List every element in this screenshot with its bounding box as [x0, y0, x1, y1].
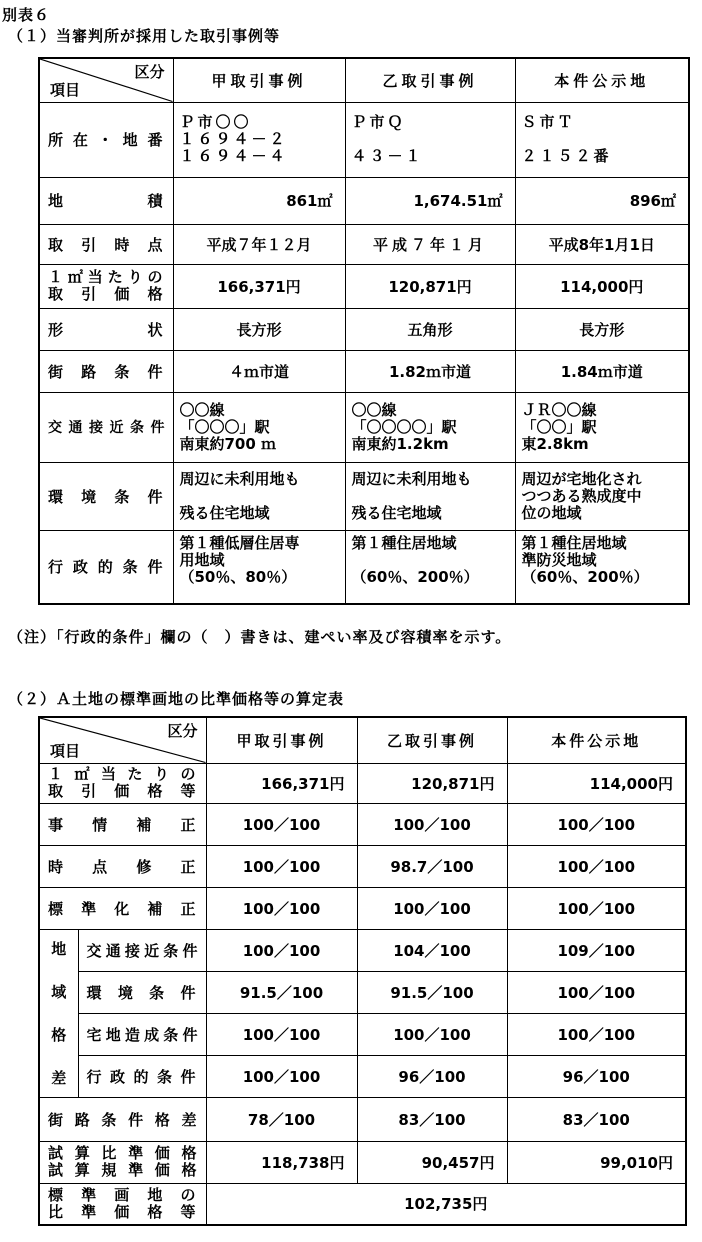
chiiki-char: 域	[51, 983, 67, 1001]
table-cell: 91.5／100	[206, 971, 357, 1013]
table-cell: 118,738円	[206, 1141, 357, 1183]
col-header-otsu: 乙取引事例	[357, 717, 507, 763]
chiiki-char: 差	[51, 1069, 67, 1087]
table-cell: 109／100	[507, 929, 686, 971]
table-cell: 周辺に未利用地も 残る住宅地域	[345, 462, 515, 530]
row-label: 試算比準価格 試算規準価格	[39, 1141, 206, 1183]
table-row	[39, 1055, 686, 1097]
chiiki-kakusa-label	[39, 929, 78, 1097]
table-cell: 周辺に未利用地も 残る住宅地域	[173, 462, 345, 530]
table-row	[39, 308, 689, 350]
table-row	[39, 929, 686, 971]
komoku-label: 項目	[50, 80, 81, 99]
table1-note: （注）「行政的条件」欄の（ ）書きは、建ぺい率及び容積率を示す。	[8, 628, 512, 646]
row-label: 宅地造成条件	[78, 1013, 206, 1055]
col-header-koujichi: 本件公示地	[515, 58, 689, 102]
table-cell: 100／100	[206, 887, 357, 929]
table1-header-row	[39, 58, 689, 102]
row-label: 交通接近条件	[39, 392, 173, 462]
table-cell: 第１種低層住居専 用地域 （50％、80％）	[173, 530, 345, 604]
table-row	[39, 845, 686, 887]
table2-header-row	[39, 717, 686, 763]
table-cell: 100／100	[507, 845, 686, 887]
table-cell: 114,000円	[515, 264, 689, 308]
table-cell: 91.5／100	[357, 971, 507, 1013]
table-row	[39, 102, 689, 177]
page-label: 別表６	[2, 6, 51, 24]
col-header-koujichi: 本件公示地	[507, 717, 686, 763]
table-row	[39, 803, 686, 845]
table-cell: ４ｍ市道	[173, 350, 345, 392]
chiiki-char: 地	[51, 940, 67, 958]
table-row	[39, 530, 689, 604]
table-cell: 平成７年１月	[345, 224, 515, 264]
table-cell: 100／100	[206, 803, 357, 845]
table-cell: Ｓ市Ｔ ２１５２番	[515, 102, 689, 177]
table-cell: 1,674.51㎡	[345, 177, 515, 224]
komoku-label: 項目	[50, 741, 81, 760]
table1-corner-header	[39, 58, 173, 102]
table-cell: 166,371円	[206, 763, 357, 803]
table-cell: 長方形	[515, 308, 689, 350]
table-cell: 100／100	[357, 1013, 507, 1055]
row-label: 地 積	[39, 177, 173, 224]
table-cell: 100／100	[206, 1013, 357, 1055]
chiiki-char: 格	[51, 1026, 67, 1044]
table-cell: 平成8年1月1日	[515, 224, 689, 264]
row-label: 取引時点	[39, 224, 173, 264]
table-cell: 100／100	[206, 929, 357, 971]
acquisition-cases-table	[38, 57, 690, 605]
row-label: 環境条件	[78, 971, 206, 1013]
table-cell: 100／100	[507, 887, 686, 929]
table-cell: 〇〇線 「〇〇〇」駅 南東約700 ｍ	[173, 392, 345, 462]
table-cell: 166,371円	[173, 264, 345, 308]
table-row	[39, 264, 689, 308]
table-cell: 96／100	[507, 1055, 686, 1097]
table-cell: 100／100	[206, 1055, 357, 1097]
row-label: 標準化補正	[39, 887, 206, 929]
table-cell: 896㎡	[515, 177, 689, 224]
table-cell: 104／100	[357, 929, 507, 971]
table-cell: 861㎡	[173, 177, 345, 224]
table-cell: 五角形	[345, 308, 515, 350]
kubun-label: 区分	[134, 63, 165, 81]
row-label: 街路条件格差	[39, 1097, 206, 1141]
table-row	[39, 1013, 686, 1055]
row-label: 時点修正	[39, 845, 206, 887]
col-header-otsu: 乙取引事例	[345, 58, 515, 102]
row-label: １㎡当たりの 取引価格等	[39, 763, 206, 803]
table-row	[39, 392, 689, 462]
table-cell: 114,000円	[507, 763, 686, 803]
table-cell: 96／100	[357, 1055, 507, 1097]
table-row	[39, 462, 689, 530]
table-cell: Ｐ市Ｑ ４３－１	[345, 102, 515, 177]
table-cell: 100／100	[357, 803, 507, 845]
row-label: 所在・地番	[39, 102, 173, 177]
table-cell: 83／100	[507, 1097, 686, 1141]
row-label: 行政的条件	[78, 1055, 206, 1097]
table-row	[39, 763, 686, 803]
row-label: 環境条件	[39, 462, 173, 530]
table-row	[39, 350, 689, 392]
table-cell: 第１種住居地域 準防災地域 （60％、200％）	[515, 530, 689, 604]
comparative-price-table	[38, 716, 687, 1226]
table-cell: 90,457円	[357, 1141, 507, 1183]
row-label: 交通接近条件	[78, 929, 206, 971]
table-row	[39, 887, 686, 929]
row-label: 形 状	[39, 308, 173, 350]
row-label: 標準画地の 比準価格等	[39, 1183, 206, 1225]
table-cell: 83／100	[357, 1097, 507, 1141]
table-cell: 120,871円	[357, 763, 507, 803]
section1-title: （１）当審判所が採用した取引事例等	[8, 27, 281, 45]
table-row	[39, 1183, 686, 1225]
table-cell: 78／100	[206, 1097, 357, 1141]
table-cell: 100／100	[357, 887, 507, 929]
section2-title: （２）Ａ土地の標準画地の比準価格等の算定表	[8, 690, 345, 708]
row-label: 街路条件	[39, 350, 173, 392]
table-cell: 〇〇線 「〇〇〇〇」駅 南東約1.2km	[345, 392, 515, 462]
table-row	[39, 1141, 686, 1183]
table-cell: 周辺が宅地化され つつある熟成度中 位の地域	[515, 462, 689, 530]
table-cell: 100／100	[206, 845, 357, 887]
row-label: １㎡当たりの 取引価格	[39, 264, 173, 308]
table2-corner-header	[39, 717, 206, 763]
table-cell: 99,010円	[507, 1141, 686, 1183]
table-cell: ＪＲ〇〇線 「〇〇」駅 東2.8km	[515, 392, 689, 462]
table-cell: 100／100	[507, 803, 686, 845]
table-cell: 98.7／100	[357, 845, 507, 887]
final-value-cell: 102,735円	[206, 1183, 686, 1225]
table-cell: 1.84ｍ市道	[515, 350, 689, 392]
table-cell: Ｐ市〇〇 １６９４－２ １６９４－４	[173, 102, 345, 177]
row-label: 事情補正	[39, 803, 206, 845]
table-row	[39, 224, 689, 264]
table-cell: 120,871円	[345, 264, 515, 308]
col-header-kou: 甲取引事例	[206, 717, 357, 763]
col-header-kou: 甲取引事例	[173, 58, 345, 102]
table-row	[39, 1097, 686, 1141]
table-cell: 平成７年１２月	[173, 224, 345, 264]
table-cell: 1.82ｍ市道	[345, 350, 515, 392]
table-row	[39, 177, 689, 224]
table-cell: 100／100	[507, 1013, 686, 1055]
table-cell: 長方形	[173, 308, 345, 350]
kubun-label: 区分	[167, 722, 198, 740]
table-cell: 第１種住居地域 （60％、200％）	[345, 530, 515, 604]
table-row	[39, 971, 686, 1013]
row-label: 行政的条件	[39, 530, 173, 604]
table-cell: 100／100	[507, 971, 686, 1013]
